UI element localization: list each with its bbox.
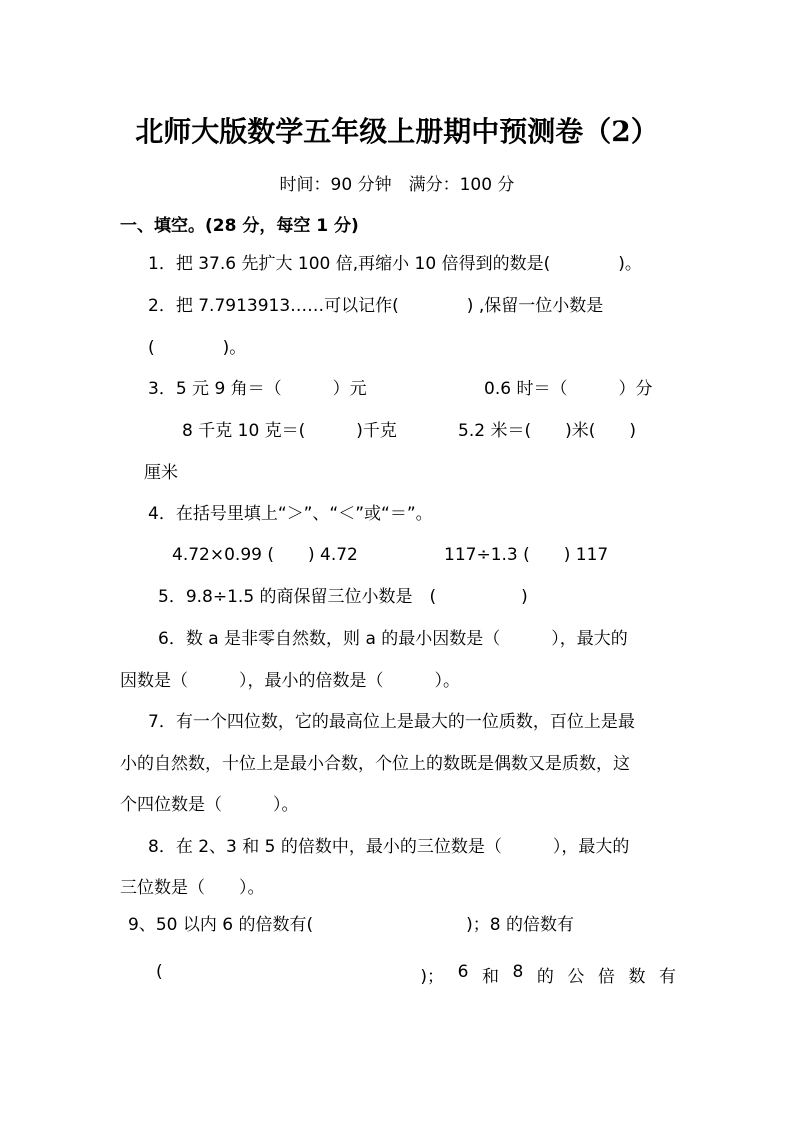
question-9-line-2-word: 倍 [597, 967, 615, 987]
question-6-line-2: 因数是（ ），最小的倍数是（ ）。 [120, 671, 460, 691]
question-4-compare-a: 4.72×0.99 ( ) 4.72 [172, 545, 358, 565]
question-3-length: 5.2 米＝( )米( ) [458, 421, 636, 441]
question-9-line-1: 9、50 以内 6 的倍数有( )；8 的倍数有 [128, 915, 574, 935]
question-9-line-2-word: 和 [481, 967, 499, 987]
question-3-money: 3．5 元 9 角＝（ ）元 [148, 379, 367, 399]
question-9-line-2-word [298, 962, 315, 987]
question-2-line-1: 2．把 7.7913913……可以记作( ) ,保留一位小数是 [148, 296, 604, 316]
question-4: 4．在括号里填上“＞”、“＜”或“＝”。 [148, 504, 433, 524]
page-title: 北师大版数学五年级上册期中预测卷（2） [135, 115, 659, 148]
question-7-line-2: 小的自然数，十位上是最小合数，个位上的数既是偶数又是质数，这 [120, 754, 630, 774]
question-9-line-2-word: 有 [658, 967, 676, 987]
section-heading: 一、填空。(28 分，每空 1 分) [120, 216, 359, 236]
question-3-time: 0.6 时＝（ ）分 [484, 379, 653, 399]
question-9-line-2-word [268, 962, 285, 987]
question-9-line-2-word [390, 962, 407, 987]
question-9-line-2-word [237, 962, 254, 987]
question-9-line-2-word: 公 [567, 967, 585, 987]
question-9-line-2-word [359, 962, 376, 987]
question-9-line-2-word [176, 962, 193, 987]
question-9-line-2-word: ( [156, 962, 163, 982]
question-7-line-3: 个四位数是（ ）。 [120, 795, 299, 815]
question-9-line-2 [156, 962, 676, 987]
question-9-line-2-word: )； [420, 967, 445, 987]
question-9-line-2-word: 6 [457, 962, 469, 982]
question-9-line-2-word: 的 [536, 967, 554, 987]
question-8-line-2: 三位数是（ ）。 [120, 878, 265, 898]
question-3-unit-cm: 厘米 [144, 463, 178, 483]
question-7-line-1: 7．有一个四位数，它的最高位上是最大的一位质数，百位上是最 [148, 712, 635, 732]
question-2-line-2: ( )。 [148, 338, 247, 358]
question-9-line-2-word [207, 962, 224, 987]
exam-time-and-score: 时间：90 分钟 满分：100 分 [279, 175, 515, 195]
question-8-line-1: 8．在 2、3 和 5 的倍数中，最小的三位数是（ ），最大的 [148, 837, 630, 857]
question-9-line-2-word: 8 [512, 962, 524, 982]
question-4-compare-b: 117÷1.3 ( ) 117 [444, 545, 609, 565]
question-6-line-1: 6．数 a 是非零自然数，则 a 的最小因数是（ ），最大的 [158, 629, 628, 649]
question-5: 5．9.8÷1.5 的商保留三位小数是 ( ) [158, 587, 528, 607]
question-1: 1．把 37.6 先扩大 100 倍,再缩小 10 倍得到的数是( )。 [148, 254, 642, 274]
question-3-mass: 8 千克 10 克＝( )千克 [182, 421, 397, 441]
question-9-line-2-word: 数 [628, 967, 646, 987]
question-9-line-2-word [329, 962, 346, 987]
